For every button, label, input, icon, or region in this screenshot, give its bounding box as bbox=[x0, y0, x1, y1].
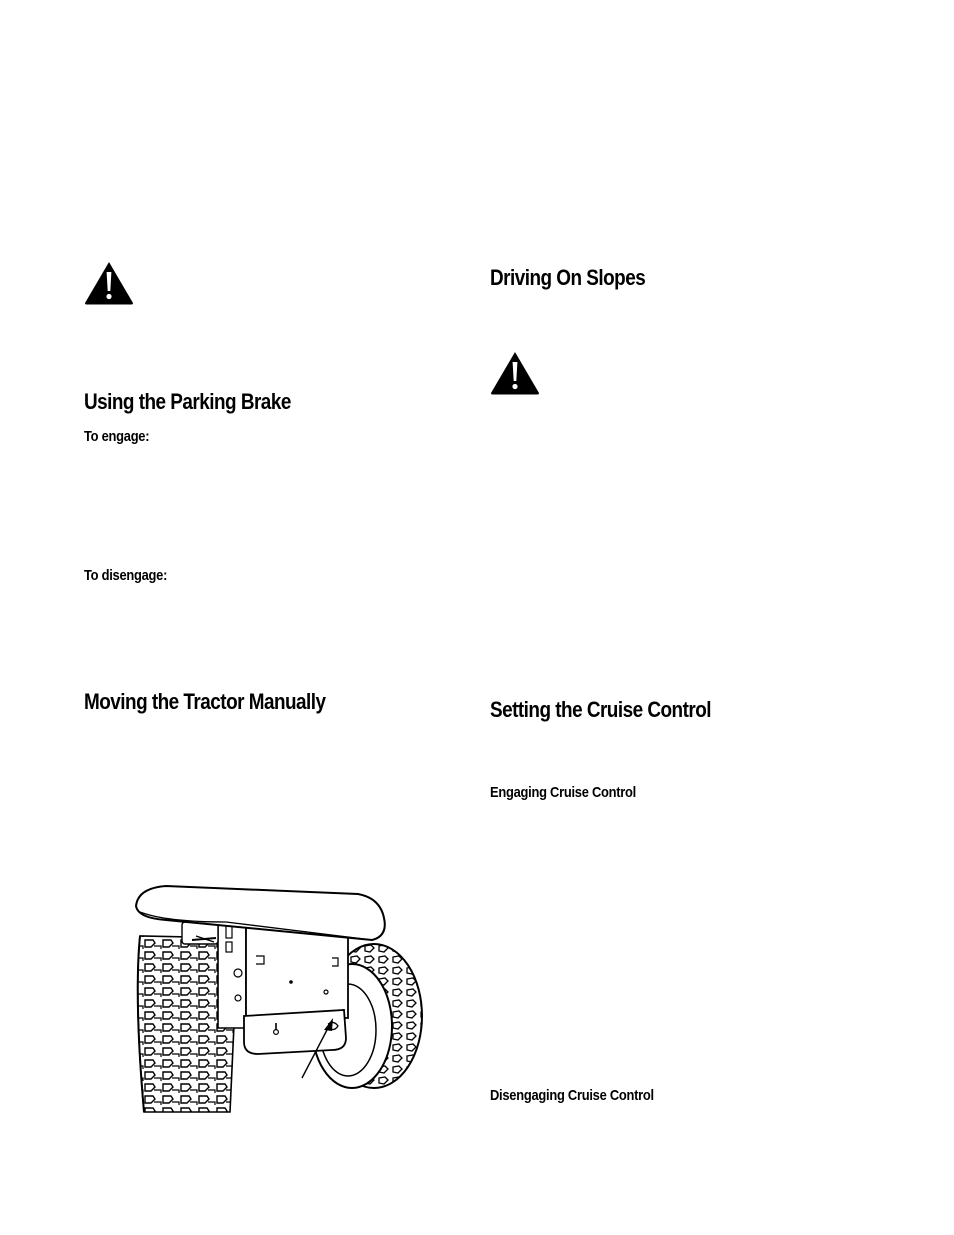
moving-tractor-heading: Moving the Tractor Manually bbox=[84, 689, 326, 714]
driving-on-slopes-heading: Driving On Slopes bbox=[490, 265, 646, 290]
disengaging-cruise-control-label: Disengaging Cruise Control bbox=[490, 1087, 654, 1104]
warning-triangle-icon bbox=[490, 351, 540, 395]
parking-brake-heading: Using the Parking Brake bbox=[84, 389, 291, 414]
cruise-control-heading: Setting the Cruise Control bbox=[490, 697, 711, 722]
to-engage-label: To engage: bbox=[84, 428, 150, 445]
tractor-rear-wheel-illustration bbox=[126, 878, 428, 1114]
warning-triangle-icon bbox=[84, 261, 134, 305]
to-disengage-label: To disengage: bbox=[84, 567, 168, 584]
engaging-cruise-control-label: Engaging Cruise Control bbox=[490, 784, 637, 801]
